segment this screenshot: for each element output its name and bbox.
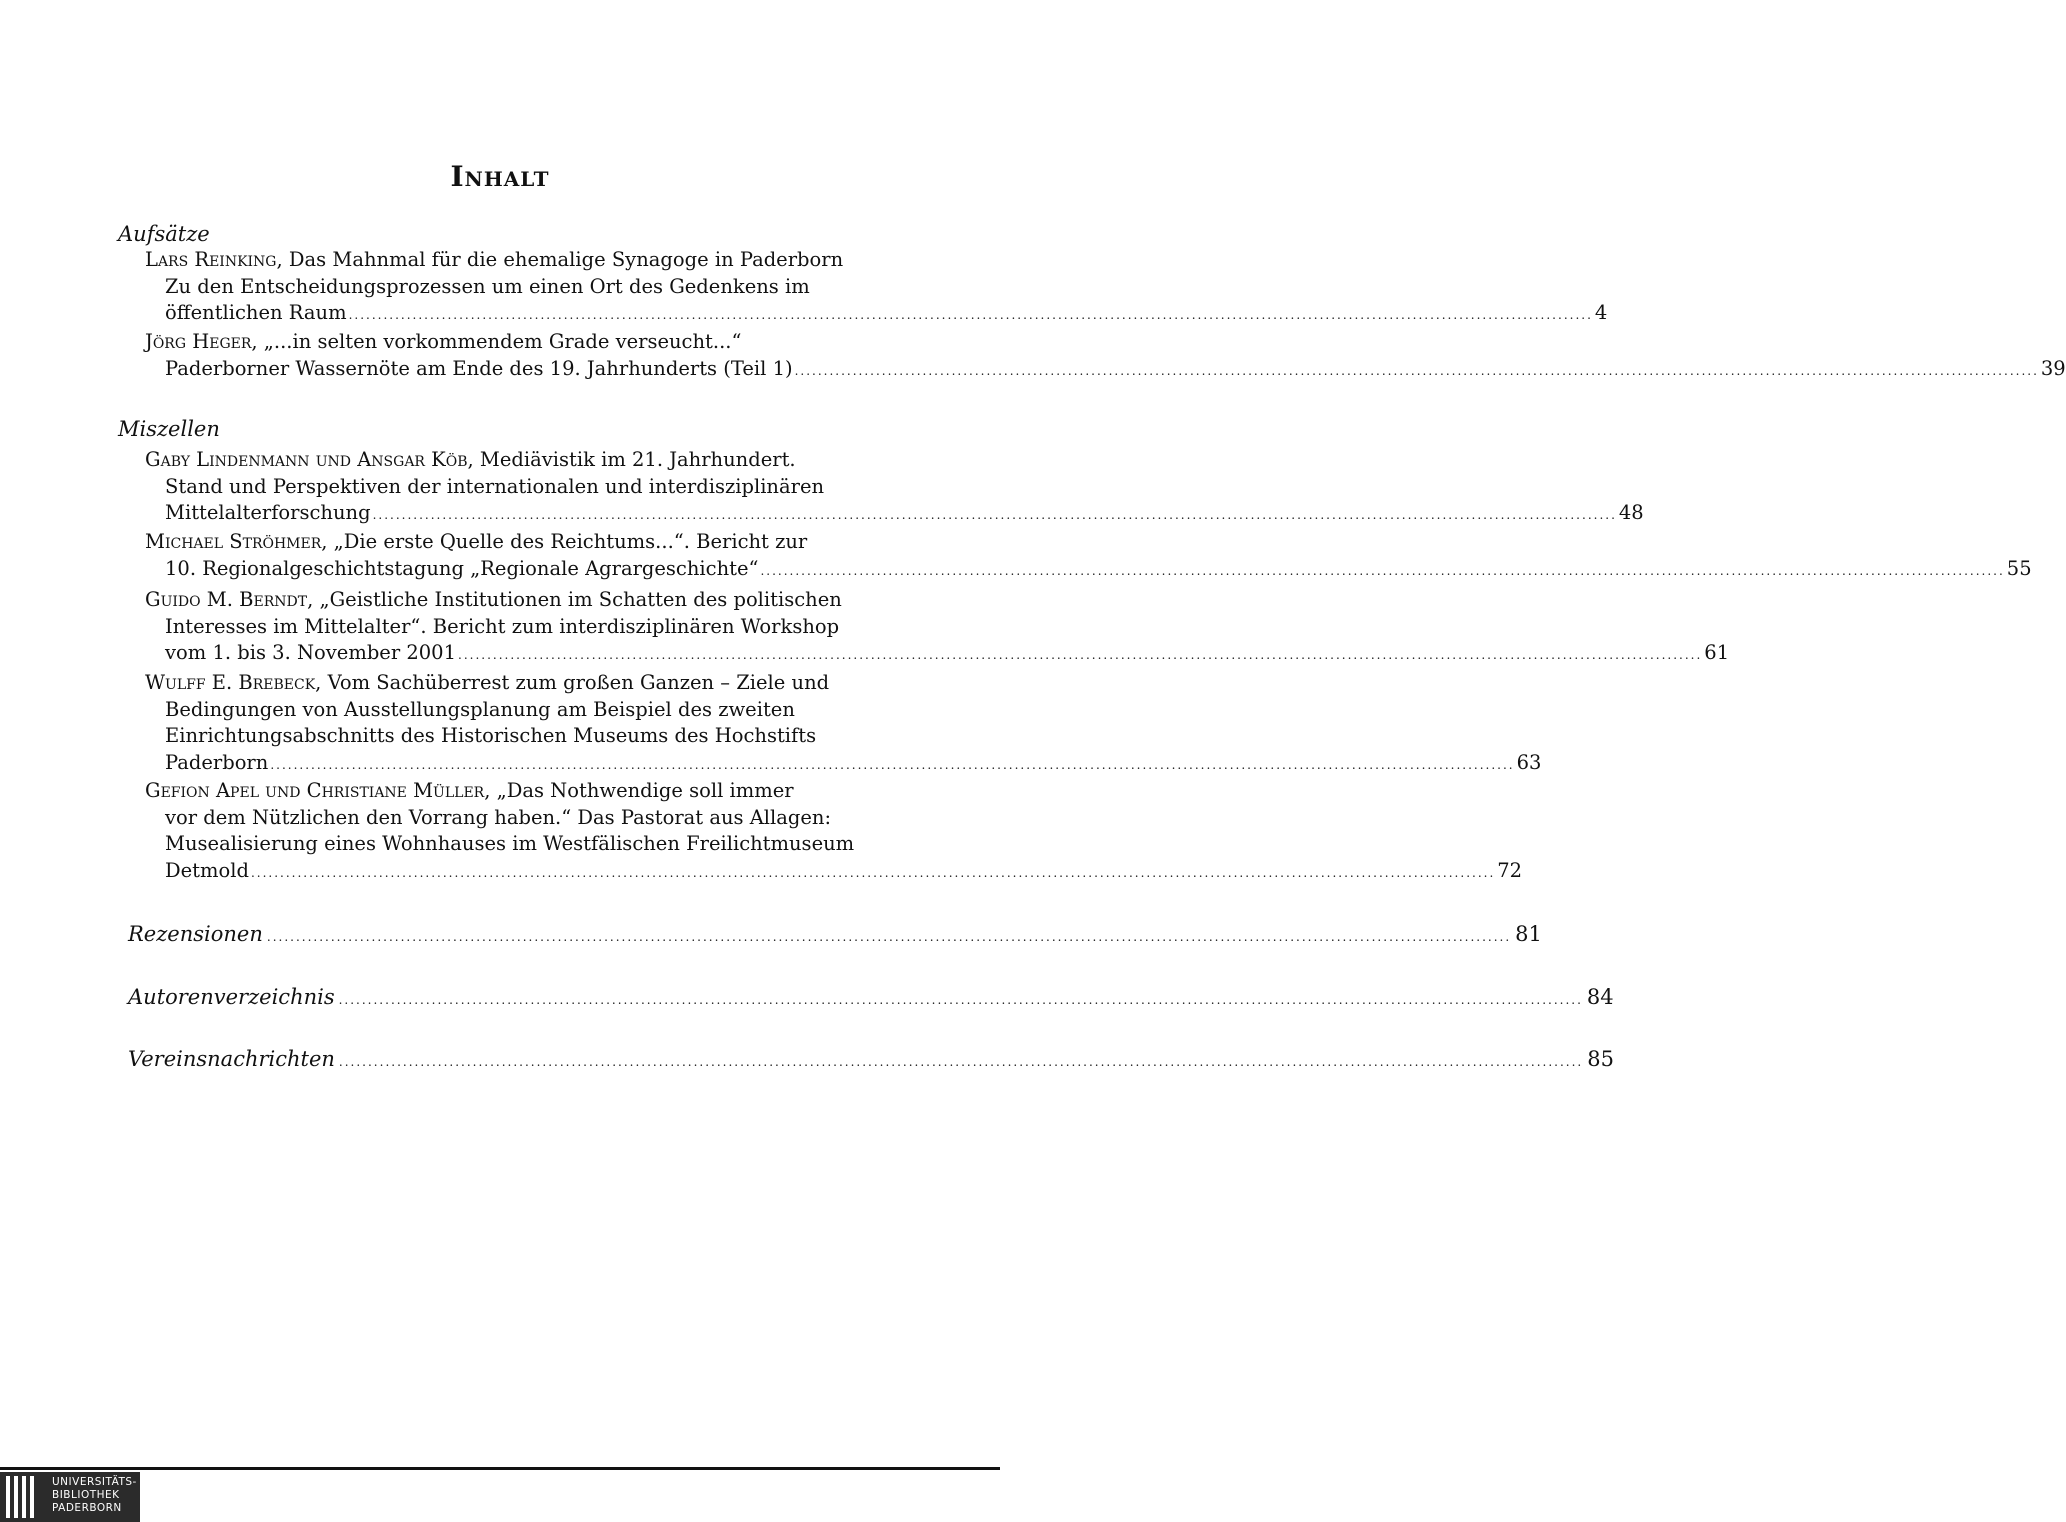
dot-leader: ......................................................................................................................................................................................................................: [458, 648, 1703, 662]
section-heading-miszellen: Miszellen: [118, 417, 220, 441]
toc-entry-rezensionen[interactable]: [128, 922, 1542, 946]
dot-leader: ......................................................................................................................................................................................................................: [250, 865, 1496, 880]
dot-leader: ......................................................................................................................................................................................................................: [372, 508, 1617, 522]
toc-entry[interactable]: [145, 247, 1608, 329]
toc-entry[interactable]: [145, 670, 1542, 778]
page-number: 63: [1516, 750, 1542, 774]
page-number: 81: [1515, 922, 1542, 946]
dot-leader: ......................................................................................................................................................................................................................: [338, 1055, 1584, 1069]
page-number: 61: [1704, 641, 1730, 664]
toc-entry-vereinsnachrichten[interactable]: [128, 1047, 1614, 1071]
entry-title: Vereinsnachrichten: [128, 1047, 335, 1071]
page-number: 72: [1497, 858, 1523, 882]
entry-title: Rezensionen: [128, 922, 263, 946]
entry-title-line: vom 1. bis 3. November 2001: [165, 641, 456, 664]
library-logo: [0, 1472, 140, 1522]
entry-title-line: Bedingungen von Ausstellungsplanung am Beispiel des zweiten: [165, 697, 795, 721]
page-number: 48: [1618, 501, 1644, 524]
entry-title-line: Einrichtungsabschnitts des Historischen Museums des Hochstifts: [165, 724, 817, 747]
entry-title-line: , Vom Sachüberrest zum großen Ganzen – Ziele und: [315, 671, 830, 694]
entry-title-line: Musealisierung eines Wohnhauses im Westfälischen Freilichtmuseum: [165, 832, 855, 855]
entry-title-line: 10. Regionalgeschichtstagung „Regionale Agrargeschichte“: [165, 556, 759, 580]
toc-entry[interactable]: [145, 587, 1730, 669]
entry-author: Lars Reinking: [145, 248, 277, 271]
page-number: 85: [1587, 1047, 1614, 1071]
entry-title-line: Detmold: [165, 858, 249, 882]
entry-title-line: , Das Mahnmal für die ehemalige Synagoge in Paderborn: [276, 248, 844, 271]
page-title: Inhalt: [450, 160, 550, 193]
entry-title-line: Zu den Entscheidungsprozessen um einen Ort des Gedenkens im: [165, 274, 810, 298]
entry-title-line: , Mediävistik im 21. Jahrhundert.: [467, 448, 796, 471]
entry-title-line: , „Das Nothwendige soll immer: [484, 779, 794, 802]
toc-entry[interactable]: [145, 778, 1523, 886]
toc-entry[interactable]: [145, 529, 2032, 584]
entry-author: Gaby Lindenmann und Ansgar Köb: [145, 448, 468, 471]
dot-leader: ......................................................................................................................................................................................................................: [338, 993, 1583, 1007]
entry-title-line: , „Die erste Quelle des Reichtums...“. Bericht zur: [321, 530, 808, 553]
entry-title-line: , „...in selten vorkommendem Grade verseucht...“: [251, 330, 742, 353]
entry-title: Autorenverzeichnis: [128, 985, 335, 1009]
footer-rule: [0, 1467, 1000, 1470]
page-number: 55: [2006, 556, 2032, 580]
entry-title-line: Interesses im Mittelalter“. Bericht zum interdisziplinären Workshop: [165, 614, 840, 638]
entry-title-line: , „Geistliche Institutionen im Schatten des politischen: [307, 588, 842, 611]
page-number: 84: [1586, 985, 1614, 1009]
entry-title-line: Mittelalterforschung: [165, 501, 371, 524]
logo-bars-icon: [6, 1476, 46, 1518]
entry-title-line: öffentlichen Raum: [165, 301, 347, 324]
entry-title-line: vor dem Nützlichen den Vorrang haben.“ Das Pastorat aus Allagen:: [165, 805, 832, 829]
dot-leader: ......................................................................................................................................................................................................................: [270, 757, 1515, 772]
entry-title-line: Stand und Perspektiven der internationalen und interdisziplinären: [165, 474, 825, 498]
entry-title-line: Paderborner Wassernöte am Ende des 19. Jahrhunderts (Teil 1): [165, 356, 793, 380]
dot-leader: ......................................................................................................................................................................................................................: [266, 930, 1512, 944]
dot-leader: ......................................................................................................................................................................................................................: [348, 308, 1593, 322]
page-number: 39: [2040, 356, 2066, 380]
toc-entry[interactable]: [145, 447, 1644, 529]
entry-author: Jörg Heger: [145, 330, 252, 353]
toc-entry-autorenverzeichnis[interactable]: [128, 985, 1614, 1009]
entry-author: Gefion Apel und Christiane Müller: [145, 779, 485, 802]
entry-author: Michael Ströhmer: [145, 530, 322, 553]
entry-title-line: Paderborn: [165, 750, 269, 774]
entry-author: Guido M. Berndt: [145, 588, 308, 611]
logo-text: UNIVERSITÄTS- BIBLIOTHEK PADERBORN: [52, 1476, 137, 1514]
page-number: 4: [1594, 301, 1608, 324]
dot-leader: ......................................................................................................................................................................................................................: [794, 363, 2039, 378]
section-heading-aufsaetze: Aufsätze: [118, 222, 210, 246]
dot-leader: ......................................................................................................................................................................................................................: [760, 563, 2005, 578]
toc-entry[interactable]: [145, 329, 2066, 384]
entry-author: Wulff E. Brebeck: [145, 671, 316, 694]
